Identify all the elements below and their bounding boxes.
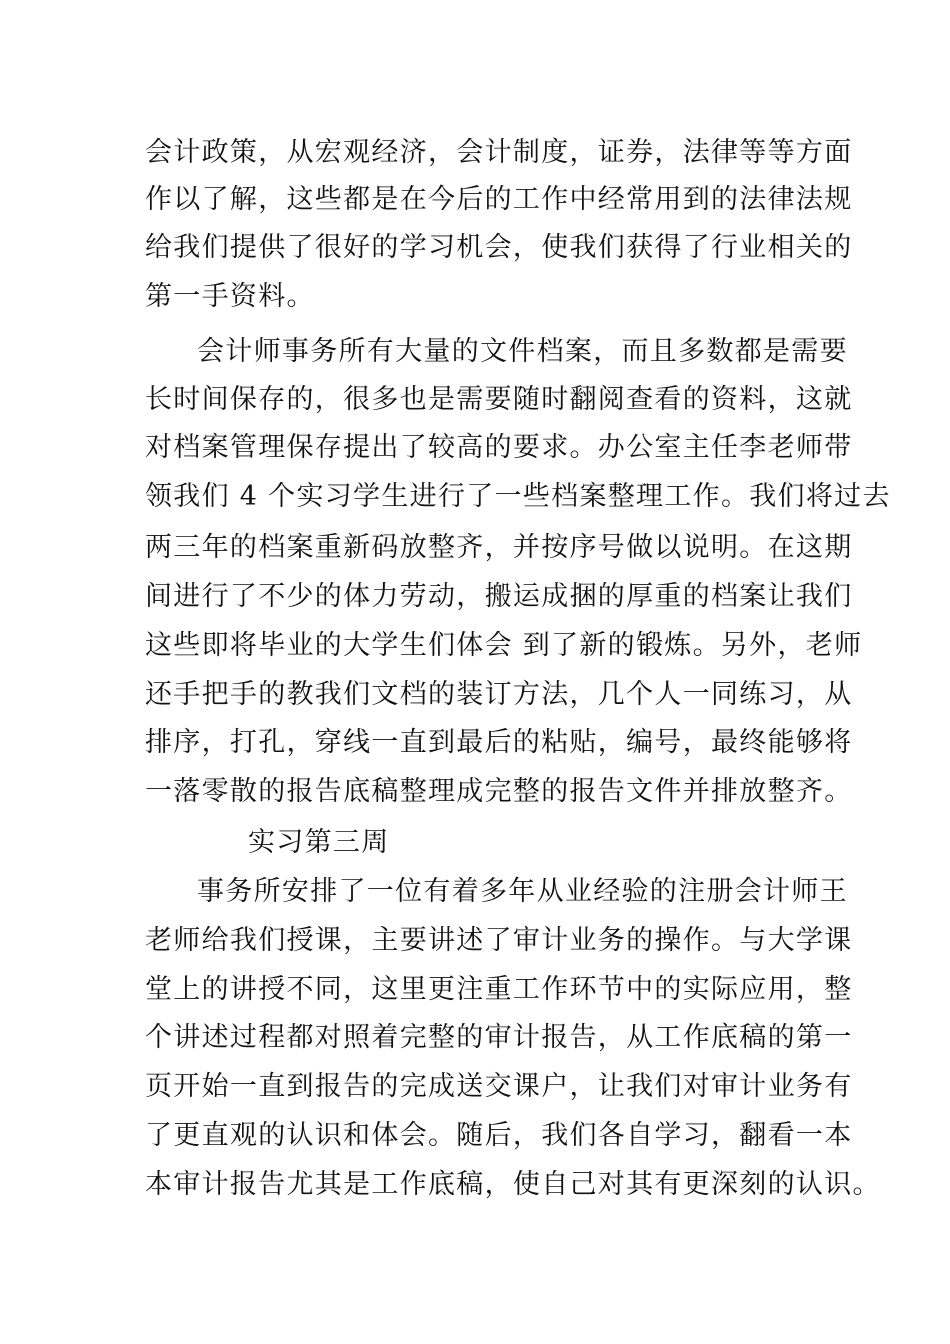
- text-line: 本审计报告尤其是工作底稿，使自己对其有更深刻的认识。: [145, 1169, 881, 1200]
- paragraph-first-line: 事务所安排了一位有着多年从业经验的注册会计师王: [197, 876, 848, 907]
- text-line: 间进行了不少的体力劳动，搬运成捆的厚重的档案让我们: [145, 581, 853, 612]
- section-heading: 实习第三周: [248, 827, 390, 858]
- text-line: 长时间保存的，很多也是需要随时翻阅查看的资料，这就: [145, 384, 853, 415]
- text-line: 领我们 4 个实习学生进行了一些档案整理工作。我们将过去: [145, 481, 891, 512]
- text-line: 堂上的讲授不同，这里更注重工作环节中的实际应用，整: [145, 974, 853, 1005]
- text-line: 对档案管理保存提出了较高的要求。办公室主任李老师带: [145, 432, 853, 463]
- text-line: 两三年的档案重新码放整齐，并按序号做以说明。在这期: [145, 532, 853, 563]
- text-line: 给我们提供了很好的学习机会，使我们获得了行业相关的: [145, 232, 853, 263]
- text-line: 作以了解，这些都是在今后的工作中经常用到的法律法规: [145, 184, 853, 215]
- text-line: 个讲述过程都对照着完整的审计报告，从工作底稿的第一: [145, 1022, 853, 1053]
- text-line: 页开始一直到报告的完成送交课户，让我们对审计业务有: [145, 1071, 853, 1102]
- text-line: 老师给我们授课，主要讲述了审计业务的操作。与大学课: [145, 925, 853, 956]
- text-line: 一落零散的报告底稿整理成完整的报告文件并排放整齐。: [145, 776, 853, 807]
- text-line: 还手把手的教我们文档的装订方法，几个人一同练习，从: [145, 679, 853, 710]
- text-line: 会计政策，从宏观经济，会计制度，证券，法律等等方面: [145, 137, 853, 168]
- text-line: 第一手资料。: [145, 281, 315, 312]
- text-line: 这些即将毕业的大学生们体会 到了新的锻炼。另外，老师: [145, 630, 863, 661]
- text-line: 排序，打孔，穿线一直到最后的粘贴，编号，最终能够将: [145, 727, 853, 758]
- text-line: 了更直观的认识和体会。随后，我们各自学习，翻看一本: [145, 1120, 853, 1151]
- paragraph-first-line: 会计师事务所有大量的文件档案，而且多数都是需要: [197, 336, 848, 367]
